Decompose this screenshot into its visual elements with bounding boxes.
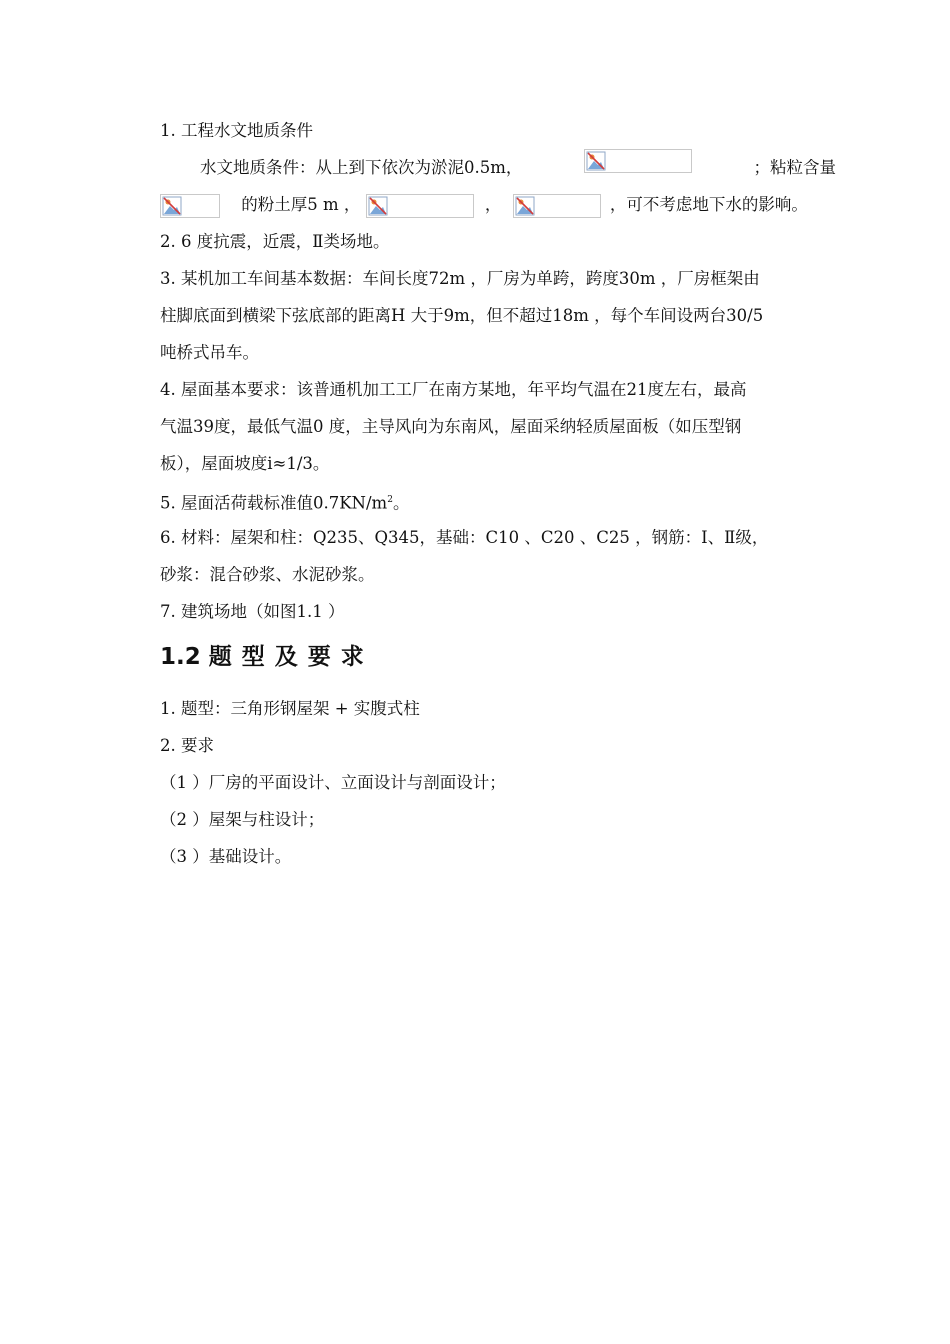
item-6-line-1: 6. 材料：屋架和柱：Q235、Q345，基础：C10 、C20 、C25 ，钢筋：Ⅰ、Ⅱ级，: [160, 528, 769, 547]
requirements-label: 2. 要求: [160, 736, 214, 755]
hydro-text-b: ；粘粒含量: [753, 158, 836, 177]
item-7: 7. 建筑场地（如图1.1 ）: [160, 602, 345, 621]
item-3-line-2: 柱脚底面到横梁下弦底部的距离H 大于9m，但不超过18m ，每个车间设两台30/5: [160, 306, 764, 325]
item-5-end: 。: [392, 493, 410, 513]
item-3-line-3: 吨桥式吊车。: [160, 343, 259, 362]
hydro-text-a: 水文地质条件：从上到下依次为淤泥0.5m，: [200, 158, 523, 177]
item-4-line-1: 4. 屋面基本要求：该普通机加工工厂在南方某地，年平均气温在21度左右，最高: [160, 380, 747, 399]
hydro-text-c: 的粉土厚5 m ，: [241, 195, 361, 214]
broken-image-placeholder: [160, 194, 220, 218]
broken-image-icon: [586, 151, 606, 171]
broken-image-icon: [162, 196, 182, 216]
item-5-superscript: 2: [387, 495, 393, 505]
broken-image-placeholder: [366, 194, 474, 218]
hydro-line-1: [160, 149, 836, 186]
item-5-text: 5. 屋面活荷载标准值0.7KN/m: [160, 493, 388, 513]
section-number: 1.2: [160, 644, 201, 670]
item-4-line-2: 气温39度，最低气温0 度，主导风向为东南风，屋面采纳轻质屋面板（如压型钢: [160, 417, 742, 436]
item-5: [160, 482, 836, 519]
item-1-heading: 1. 工程水文地质条件: [160, 121, 313, 140]
section-heading: [160, 642, 836, 672]
broken-image-placeholder: [513, 194, 601, 218]
section-title: 题型及要求: [208, 644, 374, 670]
broken-image-icon: [368, 196, 388, 216]
hydro-text-e: ，可不考虑地下水的影响。: [609, 195, 808, 214]
item-2: 2. 6 度抗震，近震，Ⅱ类场地。: [160, 232, 390, 251]
document-body: [160, 112, 836, 875]
hydro-text-d: ，: [484, 195, 502, 214]
requirement-2: （2 ）屋架与柱设计；: [160, 810, 325, 829]
hydro-line-2: [160, 186, 836, 223]
item-6-line-2: 砂浆：混合砂浆、水泥砂浆。: [160, 565, 375, 584]
requirement-3: （3 ）基础设计。: [160, 847, 292, 866]
broken-image-icon: [515, 196, 535, 216]
question-type: 1. 题型：三角形钢屋架 + 实腹式柱: [160, 699, 420, 718]
broken-image-placeholder: [584, 149, 692, 173]
item-4-line-3: 板），屋面坡度i≈1/3。: [160, 454, 330, 473]
requirement-1: （1 ）厂房的平面设计、立面设计与剖面设计；: [160, 773, 506, 792]
item-3-line-1: 3. 某机加工车间基本数据：车间长度72m ，厂房为单跨，跨度30m ，厂房框架由: [160, 269, 760, 288]
